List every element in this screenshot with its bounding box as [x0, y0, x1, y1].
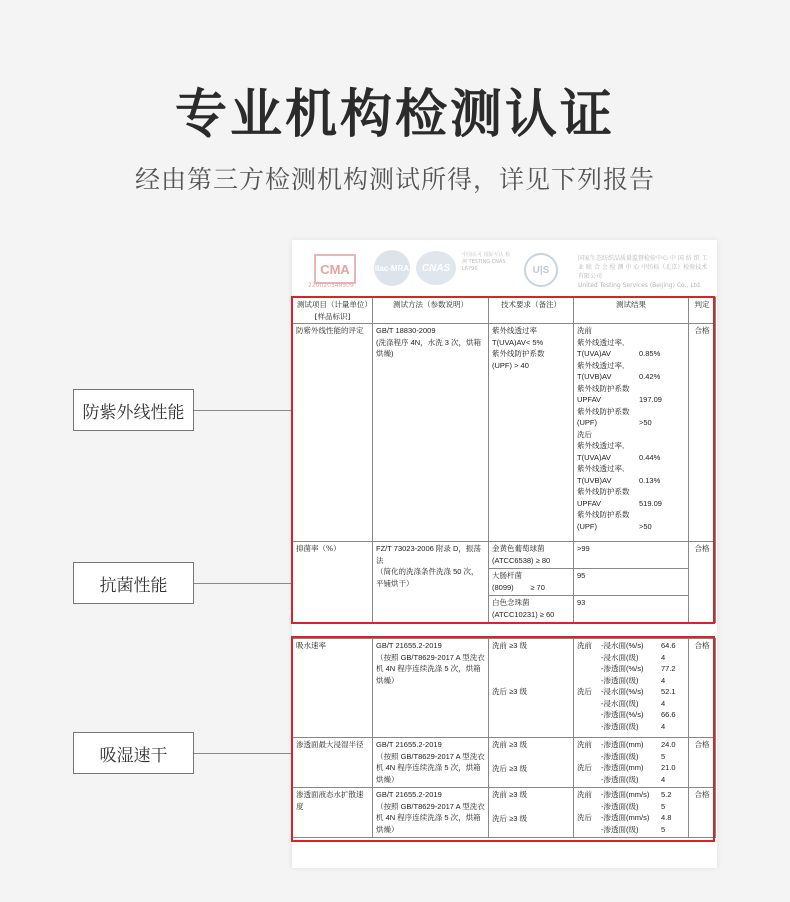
uv-result-label: 紫外线防护系数	[577, 406, 630, 416]
moisture-result-param: -浸水面(%/s)	[601, 641, 644, 650]
moisture-item: 吸水速率	[293, 639, 373, 738]
moisture-result-phase: 洗后	[577, 763, 592, 772]
moisture-result-value: 5	[661, 801, 666, 811]
certification-logos	[292, 240, 717, 297]
moisture-result-phase: 洗后	[577, 687, 592, 696]
header-verdict: 判定	[689, 298, 716, 324]
moisture-result-param: -渗透面(mm)	[601, 763, 644, 772]
moisture-result-value: 4	[661, 675, 666, 685]
moisture-result-param: -渗透面(级)	[601, 751, 639, 761]
uv-result-value: 0.42%	[639, 372, 661, 381]
lab-name: 国家生态纺织品质量监督检验中心 中 国 纺 织 工 业 联 合 会 检 测 中 心 中纺标（北京）检验技术有限公司 United Testing Services (Beijing) Co., Ltd.	[578, 255, 708, 289]
uv-result-label: 紫外线防护系数	[577, 383, 630, 393]
uv-result-value: 519.09	[639, 498, 662, 508]
uv-result-value: 197.09	[639, 395, 662, 404]
moisture-result-value: 4.8	[661, 813, 672, 822]
header-method: 测试方法（参数说明）	[373, 298, 489, 324]
leader-line	[194, 753, 291, 754]
moisture-result-value: 4	[661, 721, 666, 731]
moisture-result-value: 5	[661, 824, 666, 834]
moisture-result-value: 4	[661, 698, 666, 708]
cma-logo: CMA	[314, 254, 356, 284]
moisture-result-value: 5.2	[661, 790, 672, 799]
uv-verdict: 合格	[689, 324, 716, 542]
moisture-result-param: -渗透面(级)	[601, 675, 639, 685]
moisture-result-param: -渗透面(mm/s)	[601, 790, 650, 799]
moisture-method: GB/T 21655.2-2019 （按照 GB/T8629-2017 A 型洗衣机 4N 程序连续洗涤 5 次，烘箱烘燥）	[373, 788, 489, 838]
antibacterial-result: 95	[574, 569, 689, 596]
moisture-result-param: -渗透面(级)	[601, 801, 639, 811]
moisture-result-param: -渗透面(级)	[601, 824, 639, 834]
label-uv: 防紫外线性能	[73, 389, 194, 431]
moisture-req: 洗前 ≥3 级 洗后 ≥3 级	[489, 639, 574, 738]
label-antibacterial: 抗菌性能	[73, 562, 194, 604]
uv-result-label: T(UVB)AV	[577, 372, 612, 381]
uv-result-label: 紫外线防护系数	[577, 487, 630, 496]
uv-result-label: 洗后	[577, 429, 592, 439]
moisture-result-value: 52.1	[661, 687, 676, 696]
moisture-method: GB/T 21655.2-2019 （按照 GB/T8629-2017 A 型洗衣机 4N 程序连续洗涤 5 次，烘箱烘燥）	[373, 738, 489, 788]
header-requirement: 技术要求（备注）	[489, 298, 574, 324]
antibacterial-req: 大肠杆菌 (8099) ≥ 70	[489, 569, 574, 596]
uv-result-label: T(UVB)AV	[577, 475, 612, 485]
moisture-result-value: 66.6	[661, 710, 676, 719]
antibacterial-result: >99	[574, 542, 689, 569]
moisture-result-value: 24.0	[661, 740, 676, 749]
moisture-result-value: 21.0	[661, 763, 676, 772]
moisture-req: 洗前 ≥3 级 洗后 ≥3 级	[489, 738, 574, 788]
uv-result-label: 紫外线透过率,	[577, 441, 625, 450]
uv-result-value: 0.85%	[639, 349, 661, 358]
uv-result-label: 紫外线防护系数	[577, 510, 630, 519]
uv-result-label: 紫外线透过率,	[577, 464, 625, 473]
moisture-result-value: 4	[661, 774, 666, 784]
uv-item: 防紫外线性能的评定	[293, 324, 373, 542]
moisture-verdict: 合格	[689, 788, 716, 838]
uv-result-value: 0.13%	[639, 475, 661, 485]
cnas-logo: CNAS	[416, 251, 456, 285]
uv-result-label: T(UVA)AV	[577, 452, 611, 462]
uv-result-label: UPFAV	[577, 395, 602, 404]
moisture-result-value: 64.6	[661, 641, 676, 650]
moisture-verdict: 合格	[689, 738, 716, 788]
cnas-caption: 中国认可 国际互认 检测 TESTING CNAS L6796	[462, 252, 511, 272]
uv-result-label: 紫外线透过率,	[577, 337, 625, 347]
uv-result-label: (UPF)	[577, 521, 597, 531]
moisture-method: GB/T 21655.2-2019 （按照 GB/T8629-2017 A 型洗衣机 4N 程序连续洗涤 5 次，烘箱烘燥）	[373, 639, 489, 738]
moisture-result-param: -渗透面(%/s)	[601, 710, 644, 719]
uv-result-label: T(UVA)AV	[577, 349, 611, 358]
uv-method: GB/T 18830-2009 (洗涤程序 4N，水洗 3 次，烘箱烘燥)	[373, 324, 489, 542]
moisture-result-phase: 洗前	[577, 790, 592, 799]
moisture-result-param: -渗透面(mm)	[601, 740, 644, 749]
moisture-result-param: -渗透面(mm/s)	[601, 813, 650, 822]
page-subtitle: 经由第三方检测机构测试所得，详见下列报告	[134, 165, 655, 194]
header-item: 测试项目（计量单位）[样品标识]	[293, 298, 373, 324]
header-result: 测试结果	[574, 298, 689, 324]
antibacterial-verdict: 合格	[689, 542, 716, 623]
antibacterial-result: 93	[574, 596, 689, 623]
moisture-result-value: 77.2	[661, 664, 676, 673]
antibacterial-req: 金黄色葡萄球菌 (ATCC6538) ≥ 80	[489, 542, 574, 569]
uv-requirement: 紫外线透过率 T(UVA)AV< 5% 紫外线防护系数 (UPF) > 40	[489, 324, 574, 542]
moisture-result-value: 4	[661, 652, 666, 662]
page-title: 专业机构检测认证	[174, 85, 615, 145]
moisture-result-value: 5	[661, 751, 666, 761]
highlight-box-table2	[291, 636, 715, 842]
uv-result-value: 0.44%	[639, 452, 661, 462]
leader-line	[194, 410, 291, 411]
uv-result-value: >50	[639, 521, 652, 531]
moisture-item: 渗透面液态水扩散速度	[293, 788, 373, 838]
highlight-box-table1	[291, 296, 715, 624]
leader-line	[194, 583, 291, 584]
cma-number: 220020349509	[308, 282, 354, 289]
label-moisture: 吸湿速干	[73, 732, 194, 774]
moisture-result-phase: 洗后	[577, 813, 592, 822]
uv-result-value: >50	[639, 418, 652, 427]
moisture-req: 洗前 ≥3 级 洗后 ≥3 级	[489, 788, 574, 838]
moisture-item: 渗透面最大浸湿半径	[293, 738, 373, 788]
moisture-result-param: -渗透面(%/s)	[601, 664, 644, 673]
moisture-result-param: -渗透面(级)	[601, 721, 639, 731]
moisture-verdict: 合格	[689, 639, 716, 738]
uv-result-label: 洗前	[577, 326, 592, 335]
antibacterial-method: FZ/T 73023-2006 附录 D，振荡法 （简化的洗涤条件洗涤 50 次，平铺烘干）	[373, 542, 489, 623]
moisture-result-param: -浸水面(级)	[601, 698, 639, 708]
ilac-logo: ilac-MRA	[374, 250, 410, 286]
moisture-result-param: -渗透面(级)	[601, 774, 639, 784]
uts-logo: U|S	[524, 253, 558, 287]
moisture-result-param: -浸水面(%/s)	[601, 687, 644, 696]
uv-result-label: UPFAV	[577, 498, 602, 508]
antibacterial-item: 抑菌率（%）	[293, 542, 373, 623]
uv-result-label: 紫外线透过率,	[577, 360, 625, 370]
moisture-result-param: -浸水面(级)	[601, 652, 639, 662]
uv-result-label: (UPF)	[577, 418, 597, 427]
moisture-result-phase: 洗前	[577, 641, 592, 650]
antibacterial-req: 白色念珠菌 (ATCC10231) ≥ 60	[489, 596, 574, 623]
moisture-result-phase: 洗前	[577, 740, 592, 749]
